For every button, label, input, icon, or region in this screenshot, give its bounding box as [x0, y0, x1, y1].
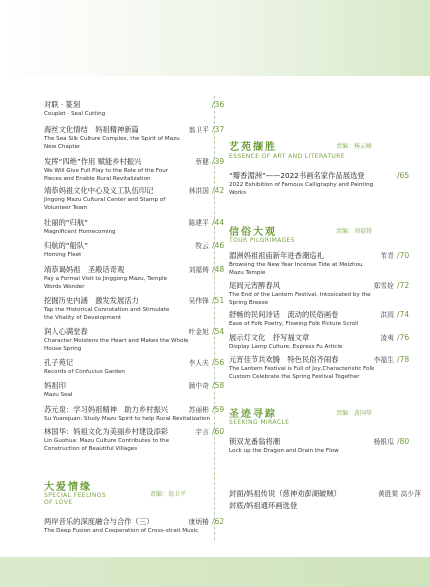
- entry-page: /44: [212, 218, 225, 227]
- section-subtitle-love: [44, 492, 106, 506]
- toc-entry[interactable]: [229, 332, 419, 351]
- entry-english: We Will Give Full Play to the Role of the Four: [44, 168, 169, 174]
- entry-author: 叶金旭: [188, 328, 209, 336]
- entry-title: 对联 · 篆刻: [44, 100, 81, 109]
- entry-english: Works: [229, 190, 247, 196]
- entry-author: 宇言: [195, 428, 209, 436]
- entry-title: 孔子苑记: [44, 358, 74, 367]
- entry-page: /65: [397, 171, 410, 180]
- entry-page: /60: [212, 427, 225, 436]
- toc-entry[interactable]: [229, 171, 419, 197]
- toc-entry[interactable]: [44, 217, 234, 236]
- top-decorative-band: [0, 0, 430, 76]
- entry-page: /74: [397, 310, 410, 319]
- entry-english: The Deep Fusion and Cooperation of Cross–strait Music: [44, 528, 199, 534]
- entry-english: Browsing the New Year Incense Tide at Meizhou: [229, 262, 363, 268]
- section-title-love: 大爱情缘: [44, 482, 92, 493]
- entry-english: House Spring: [44, 346, 82, 352]
- entry-title: 尾闾元宵醉春风: [229, 281, 281, 290]
- toc-entry[interactable]: [44, 185, 234, 212]
- credit-author: 黄胜棠 高少萍: [377, 490, 421, 498]
- entry-english: Jingong Mazu Cultural Center and Stamp of: [44, 197, 166, 203]
- entry-author: 郑雪铨: [373, 282, 394, 290]
- entry-author: 吴伟锋: [188, 297, 209, 305]
- entry-english: 2022 Exhibition of Famous Calligraphy and Painting: [229, 182, 374, 188]
- entry-author: 李福生: [373, 356, 394, 364]
- toc-entry[interactable]: [44, 264, 234, 291]
- section-subtitle-line: SPECIAL FEELINGS: [44, 492, 107, 499]
- entry-title: 挖掘历史内涵 激发发展活力: [44, 296, 139, 305]
- entry-english: Records of Confucius Garden: [44, 369, 125, 375]
- entry-page: /80: [397, 437, 410, 446]
- entry-english: Spring Breeze: [229, 300, 269, 306]
- toc-entry[interactable]: [44, 516, 234, 535]
- entry-title: 润人心满堂春: [44, 327, 88, 336]
- entry-page: /56: [212, 358, 225, 367]
- toc-entry[interactable]: [229, 309, 419, 328]
- toc-entry[interactable]: [44, 124, 234, 151]
- entry-english: Custom Celebrate the Spring Festival Together: [229, 374, 360, 380]
- entry-author: 苇青: [380, 252, 394, 260]
- section-title-art: 艺苑撷胜: [229, 142, 277, 153]
- entry-english: Character Moistens the Heart and Makes the Whole: [44, 338, 189, 344]
- bottom-decorative-band: [0, 557, 430, 587]
- entry-page: /51: [212, 296, 225, 305]
- entry-english: The End of the Lantern Festival, Intoxicated by the: [229, 292, 371, 298]
- credit-text: 封底/妈祖通环画选登: [229, 501, 298, 510]
- section-subtitle-line: OF LOVE: [44, 499, 73, 506]
- entry-page: /72: [397, 281, 410, 290]
- entry-page: /42: [212, 186, 225, 195]
- toc-entry[interactable]: [44, 426, 234, 453]
- toc-entry[interactable]: [44, 326, 234, 353]
- section-editor-art: 责编：杨云峰: [336, 143, 373, 150]
- entry-english: Tap the Historical Connotation and Stimulate: [44, 307, 170, 313]
- entry-title: 海丝文化情结 妈祖精神新篇: [44, 125, 139, 134]
- entry-page: /76: [397, 333, 410, 342]
- entry-author: 顾中奇: [188, 382, 209, 390]
- entry-english: Couplet · Seal Cutting: [44, 111, 106, 117]
- entry-english: Pay a Formal Visit to Jinggong Mazu, Temple: [44, 276, 168, 282]
- toc-entry[interactable]: [229, 436, 419, 455]
- entry-page: /58: [212, 381, 225, 390]
- section-subtitle-tour: TOUR PILGRIMAGES: [229, 237, 295, 244]
- entry-page: /59: [212, 405, 225, 414]
- toc-entry[interactable]: [44, 295, 234, 322]
- entry-english: Lock up the Dragon and Drain the Flow: [229, 448, 339, 454]
- entry-page: /39: [212, 157, 225, 166]
- entry-english: Volunteer Team: [44, 205, 88, 211]
- entry-author: 康炳椿: [188, 518, 209, 526]
- entry-english: The Lantern Festival is Full of Joy,Characteristic Folk: [229, 366, 375, 372]
- section-subtitle-miracle: SEEKING MIRACLE: [229, 419, 290, 426]
- entry-title: 舒畅的民间诗话 流动的民俗画卷: [229, 310, 339, 319]
- section-editor-tour: 责编：刘福铸: [336, 228, 373, 235]
- entry-english: New Chapter: [44, 144, 81, 150]
- entry-english: Homing Fleet: [44, 252, 82, 258]
- entry-title: 苏元泉：学习妈祖精神 助力乡村振兴: [44, 405, 169, 414]
- toc-entry[interactable]: [44, 357, 234, 376]
- entry-english: Mazu Seal: [44, 392, 73, 398]
- entry-author: 林洪国: [188, 187, 209, 195]
- entry-english: Ease of Folk Poetry, Flowing Folk Picture Scroll: [229, 321, 359, 327]
- entry-page: /36: [212, 100, 225, 109]
- entry-title: 锁双龙番翁将潮: [229, 437, 281, 446]
- entry-title: “瓣香湄洲”——2022书画名家作品展选登: [229, 171, 365, 180]
- entry-english: Display Lamp Culture, Express Fu Article: [229, 344, 343, 350]
- entry-author: 李人夫: [188, 359, 209, 367]
- credit-cover: [229, 488, 425, 499]
- toc-entry[interactable]: [229, 354, 419, 381]
- entry-title: 展示灯文化 抒写福文章: [229, 333, 310, 342]
- entry-title: 妈祖印: [44, 381, 66, 390]
- entry-author: 苏丽彬: [188, 406, 209, 414]
- entry-title: 发挥“四绝”作用 赋能乡村振兴: [44, 157, 142, 166]
- entry-title: 靖恭谒妈祖 圣殿话奇观: [44, 265, 125, 274]
- entry-title: 湄洲妈祖祖庙新年进香潮巡礼: [229, 251, 324, 260]
- section-editor-love: 责编：翁卫平: [150, 491, 187, 498]
- entry-page: /37: [212, 125, 225, 134]
- entry-english: The Sea Silk Culture Complex, the Spirit of Mazu: [44, 136, 180, 142]
- entry-author: 凌夷: [380, 334, 394, 342]
- credit-text: 封面/妈祖传说（慈神劝澎湖破贼）: [229, 489, 341, 498]
- entry-title: 林国华：妈祖文化为美丽乡村建设添彩: [44, 427, 169, 436]
- entry-author: 蔡健: [195, 158, 209, 166]
- entry-title: 归航的“船队”: [44, 241, 89, 250]
- toc-entry[interactable]: [44, 100, 234, 118]
- toc-entry[interactable]: [44, 380, 234, 399]
- entry-english: Words Wonder: [44, 284, 85, 290]
- entry-title: 壮丽的“归航”: [44, 218, 89, 227]
- entry-title: 靖恭妈祖文化中心及义工队伍印记: [44, 186, 154, 195]
- entry-english: Su Yuanquan: Study Mazu Spirit to help Rural Revitalization: [44, 416, 211, 422]
- toc-entry[interactable]: [44, 156, 234, 183]
- entry-english: Construction of Beautiful Villages: [44, 446, 138, 452]
- section-editor-miracle: 责编：黄国华: [336, 410, 373, 417]
- toc-entry[interactable]: [44, 240, 234, 259]
- entry-english: the Vitality of Development: [44, 315, 122, 321]
- entry-author: 刘福铸: [188, 266, 209, 274]
- toc-entry[interactable]: [44, 404, 234, 423]
- entry-english: Pieces and Enable Rural Revitalization: [44, 176, 151, 182]
- entry-title: 元宵佳节共欢腾 特色民俗齐闹春: [229, 355, 339, 364]
- entry-page: /78: [397, 355, 410, 364]
- section-title-miracle: 圣迹寻踪: [229, 409, 277, 420]
- toc-entry[interactable]: [229, 250, 419, 277]
- entry-page: /46: [212, 241, 225, 250]
- section-subtitle-art: ESSENCE OF ART AND LITERATURE: [229, 153, 345, 160]
- entry-page: /70: [397, 251, 410, 260]
- section-title-tour: 信俗大观: [229, 227, 277, 238]
- credit-back-cover: [229, 501, 419, 511]
- entry-english: Mazu Temple: [229, 270, 266, 276]
- entry-author: 牧云: [195, 242, 209, 250]
- entry-page: /48: [212, 265, 225, 274]
- entry-english: Lin Guohua: Mazu Culture Contributes to the: [44, 438, 170, 444]
- entry-page: /54: [212, 327, 225, 336]
- entry-author: 杨银瓜: [373, 438, 394, 446]
- entry-english: Magnificent Homecoming: [44, 229, 116, 235]
- entry-title: 两岸音乐的深度融合与合作（三）: [44, 517, 154, 526]
- entry-author: 陈建平: [188, 219, 209, 227]
- entry-author: 翁卫平: [188, 126, 209, 134]
- entry-author: 洪园: [380, 311, 394, 319]
- entry-page: /62: [212, 517, 225, 526]
- toc-entry[interactable]: [229, 280, 419, 307]
